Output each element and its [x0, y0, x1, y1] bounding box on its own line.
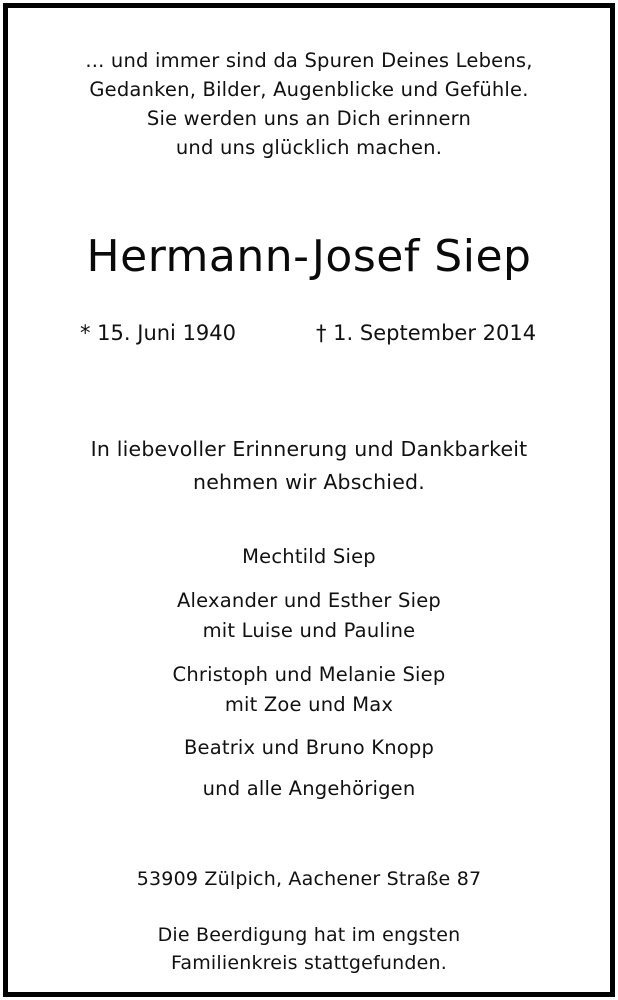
funeral-line-2: Familienkreis stattgefunden.: [170, 952, 448, 974]
mourner-2: Alexander und Esther Siep: [176, 589, 441, 612]
mourner-2-children: mit Luise und Pauline: [202, 619, 416, 642]
quote-line-3: Sie werden uns an Dich erinnern: [146, 107, 472, 130]
address: 53909 Zülpich, Aachener Straße 87: [136, 868, 482, 890]
birth-date: * 15. Juni 1940: [80, 321, 237, 345]
farewell-line-1: In liebevoller Erinnerung und Dankbarkeit: [90, 437, 528, 461]
deceased-name: Hermann-Josef Siep: [86, 231, 532, 282]
obituary-frame: [3, 3, 615, 997]
funeral-line-1: Die Beerdigung hat im engsten: [157, 924, 461, 946]
mourner-3: Christoph und Melanie Siep: [172, 663, 446, 686]
mourner-5: und alle Angehörigen: [202, 777, 416, 800]
mourner-4: Beatrix und Bruno Knopp: [183, 736, 435, 759]
quote-line-4: und uns glücklich machen.: [175, 136, 443, 159]
death-date: † 1. September 2014: [316, 321, 537, 345]
quote-line-2: Gedanken, Bilder, Augenblicke und Gefühle.: [89, 78, 529, 101]
mourner-1: Mechtild Siep: [242, 545, 376, 568]
farewell-line-2: nehmen wir Abschied.: [193, 470, 425, 494]
mourner-3-children: mit Zoe und Max: [224, 693, 394, 716]
quote-line-1: ... und immer sind da Spuren Deines Lebens,: [85, 49, 533, 72]
